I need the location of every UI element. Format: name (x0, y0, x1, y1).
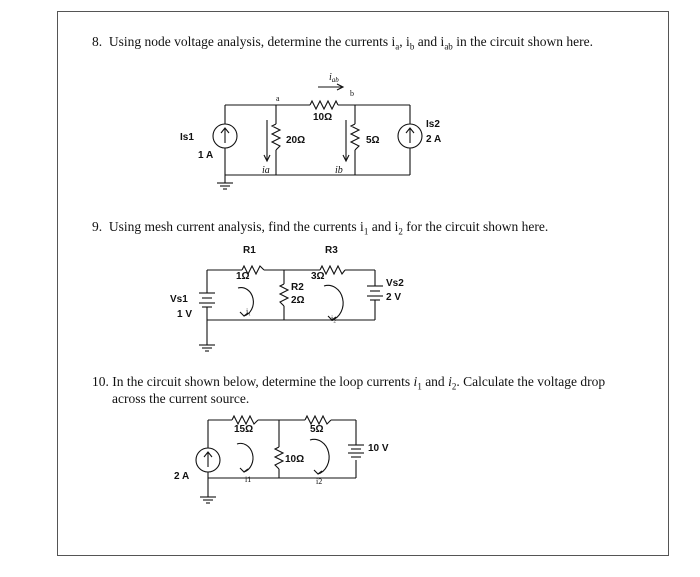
c2-vs1-value: 1 V (177, 309, 193, 320)
c3-vsrc-label: 10 V (368, 443, 389, 454)
c1-iab-label: $i_{ab}$ (329, 72, 339, 84)
c3-resistor-10 (275, 447, 283, 469)
q10-i2: i (448, 374, 452, 389)
q8-number: 8. (92, 34, 103, 49)
q10-number: 10. (92, 374, 109, 389)
c2-i2-label: i₂ (331, 314, 337, 323)
c1-node-a: a (276, 94, 280, 103)
c3-mesh-i1-arc (237, 443, 253, 472)
c2-r3-value: 3Ω (311, 271, 325, 282)
c2-r2-label: R2 (291, 282, 304, 293)
q8-sub-a: a (395, 41, 400, 52)
c1-is2-label: Is2 (426, 119, 440, 130)
q9-sub-2: 2 (398, 226, 403, 237)
c2-i1-label: i₁ (246, 307, 252, 316)
c3-r10-label: 10Ω (285, 454, 305, 465)
q9-text-post: for the circuit shown here. (402, 219, 549, 234)
q10-i1: i (413, 374, 418, 389)
c2-r1-value: 1Ω (236, 271, 250, 282)
c1-is1-value: 1 A (198, 150, 214, 161)
c3-resistor-15 (232, 416, 258, 424)
q8-sep1: , i (399, 34, 410, 49)
q8-text-post: in the circuit shown here. (452, 34, 594, 49)
c3-mesh-i2-arc (310, 439, 329, 474)
q10-line2: across the current source. (112, 391, 250, 406)
c1-is2-value: 2 A (426, 134, 442, 145)
c3-r15-label: 15Ω (234, 424, 254, 435)
c3-i1-label: i1 (245, 475, 252, 484)
c1-ib-label: ib (335, 165, 343, 176)
q10-line1-post: . Calculate the voltage drop (456, 374, 606, 389)
c2-vs1-label: Vs1 (170, 294, 188, 305)
c1-node-b: b (350, 89, 354, 98)
q9-number: 9. (92, 219, 103, 234)
c3-i2-label: i2 (316, 477, 323, 486)
q10-sub-2: 2 (451, 381, 457, 392)
q10-and: and (421, 374, 449, 389)
c3-resistor-5 (305, 416, 331, 424)
c3-r5-label: 5Ω (310, 424, 324, 435)
q8-sep2: and i (414, 34, 445, 49)
q8-text-pre: Using node voltage analysis, determine the currents i (108, 34, 396, 49)
c1-r10-label: 10Ω (313, 112, 333, 123)
q10-sub-1: 1 (417, 381, 422, 392)
c2-r2-value: 2Ω (291, 295, 305, 306)
q9-sub-1: 1 (363, 226, 369, 237)
c1-ia-label: ia (262, 165, 270, 176)
c3-src-label: 2 A (174, 471, 190, 482)
c1-r5-label: 5Ω (366, 135, 380, 146)
q9-sep: and i (368, 219, 399, 234)
c2-r3-label: R3 (325, 245, 338, 256)
q8-sub-b: b (409, 41, 415, 52)
c2-r1-label: R1 (243, 245, 256, 256)
c3-mesh-i1-arrow (240, 468, 248, 472)
c1-is1-label: Is1 (180, 132, 194, 143)
c2-vs2-label: Vs2 (386, 278, 404, 289)
q9-text-pre: Using mesh current analysis, find the currents i (108, 219, 364, 234)
c2-vs2-value: 2 V (386, 292, 402, 303)
q10-line1-pre: In the circuit shown below, determine the loop currents (112, 374, 414, 389)
c1-r20-label: 20Ω (286, 135, 306, 146)
q8-sub-ab: ab (444, 41, 453, 52)
